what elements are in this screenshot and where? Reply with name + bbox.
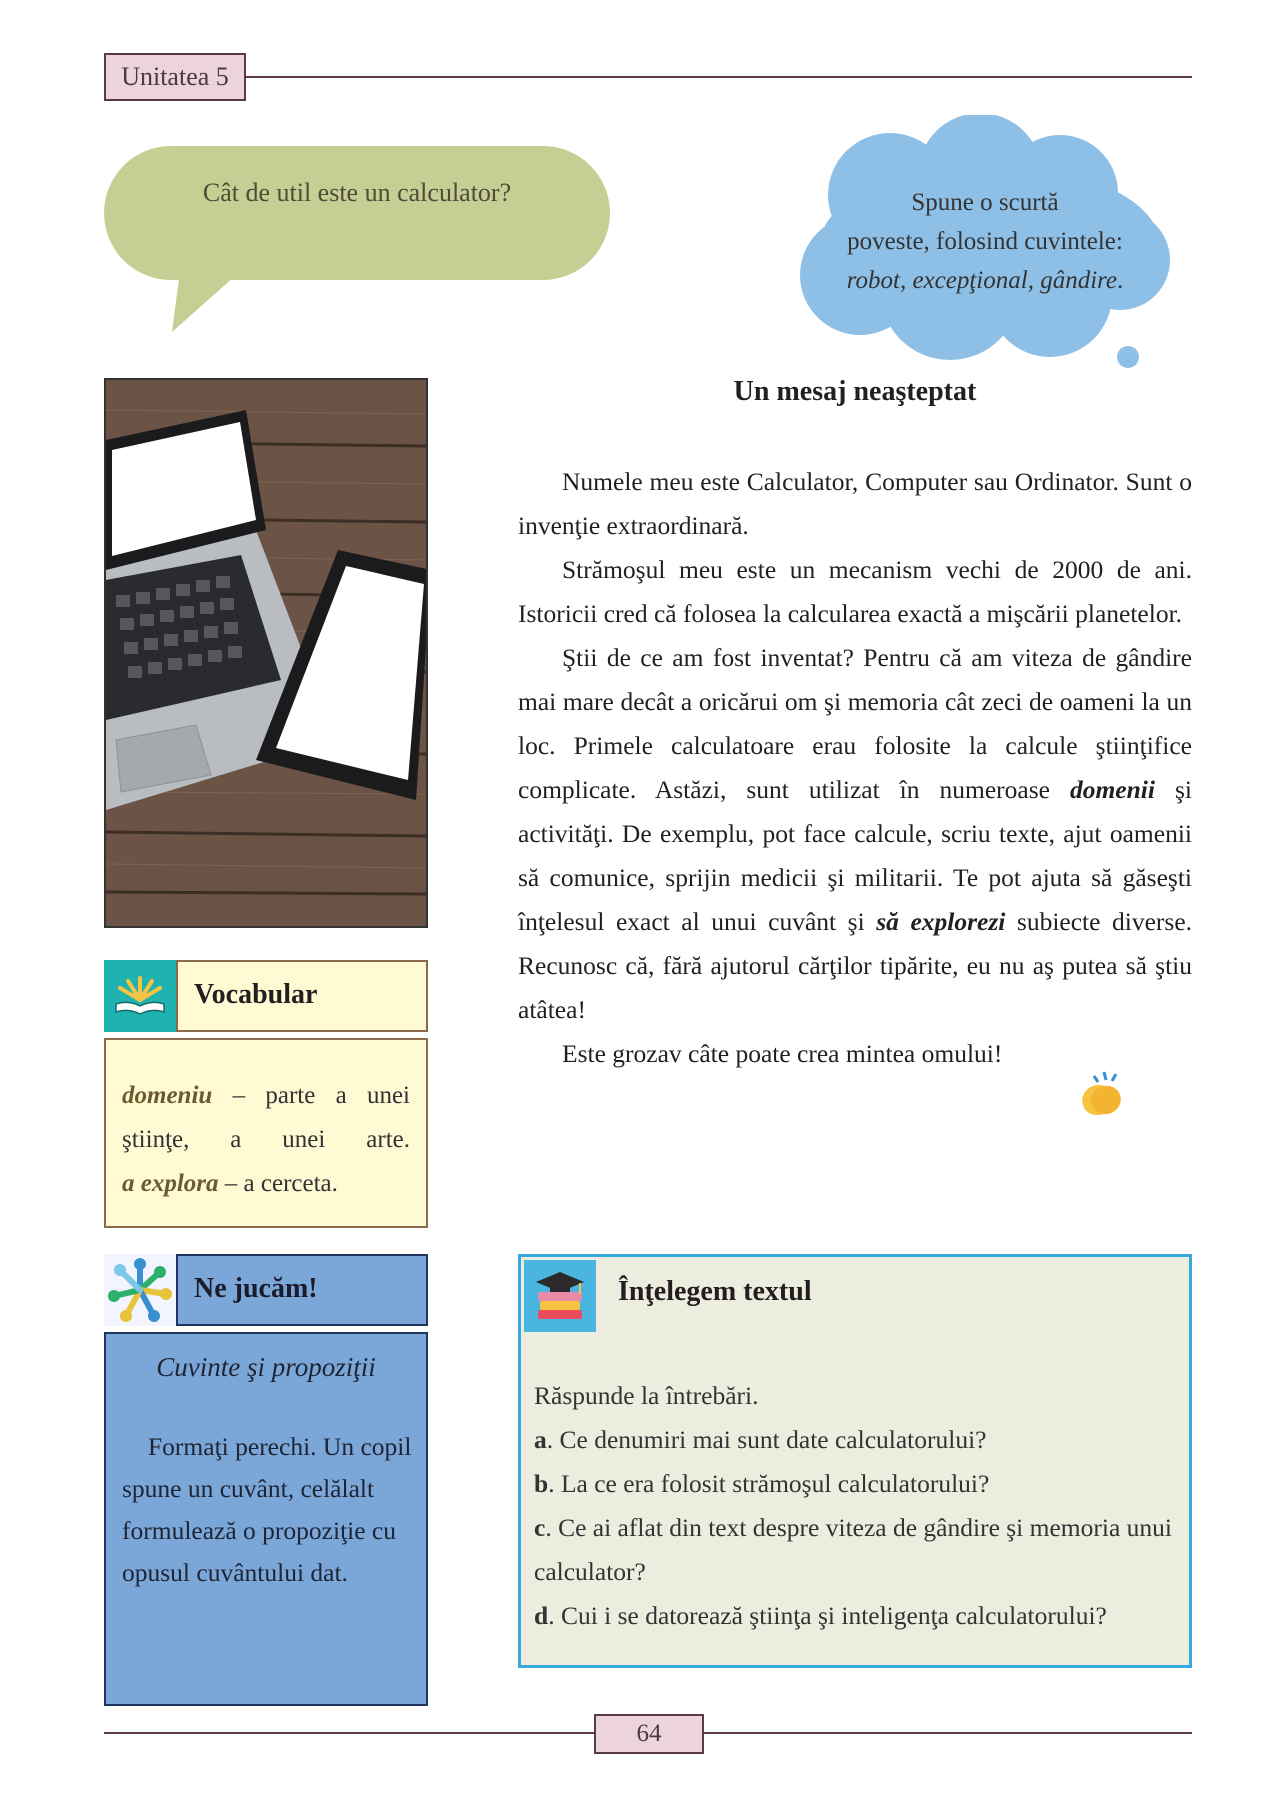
story-p3-part-b: şi activităţi. De exemplu, pot face calcule, scriu texte, ajut oamenii să comunice, sprijin medicii şi militarii. Te pot ajuta să găseşti înţelesul exact al unui cuvânt şi	[518, 775, 1192, 936]
vocab-term-1: domeniu	[122, 1082, 213, 1109]
speech-bubble-text: Cât de util este un calculator?	[202, 178, 512, 207]
story-paragraph-1: Numele meu este Calculator, Computer sau Ordinator. Sunt o invenţie extraordinară.	[518, 467, 1192, 540]
question-a-text: . Ce denumiri mai sunt date calculatorului?	[546, 1425, 987, 1454]
page-number: 64	[594, 1714, 704, 1754]
story-text	[518, 460, 1192, 1076]
question-d-text: . Cui i se datorează ştiinţa şi inteligenţa calculatorului?	[548, 1601, 1107, 1630]
story-p3-part-a: Ştii de ce am fost inventat? Pentru că am viteza de gândire mai mare decât a oricărui om şi memoria cât zeci de oameni la un loc. Primele calculatoare erau folosite la calcule ştiinţifice complicate. Astăzi, sunt utilizat în numeroase	[518, 643, 1192, 804]
cloud-line-3	[790, 261, 1180, 300]
vocab-term-2: a explora	[122, 1170, 219, 1197]
cloud-words: robot, excepţional, gândire	[846, 267, 1118, 294]
question-c-text: . Ce ai aflat din text despre viteza de gândire şi memoria unui calculator?	[534, 1513, 1172, 1586]
story-title: Un mesaj neaşteptat	[733, 376, 977, 407]
books-graduation-cap-icon	[524, 1260, 596, 1332]
vocab-entry-1	[122, 1074, 410, 1162]
vocabulary-title: Vocabular	[176, 960, 428, 1032]
question-a	[534, 1418, 1182, 1462]
term-domenii: domenii	[1069, 775, 1155, 804]
comprehension-icon-box	[524, 1260, 596, 1332]
vocabulary-body	[104, 1038, 428, 1228]
colored-hands-icon	[104, 1254, 176, 1326]
question-b-text: . La ce era folosit strămoşul calculatorului?	[548, 1469, 990, 1498]
unit-label: Unitatea 5	[104, 53, 246, 101]
laptop-tablet-photo	[104, 378, 428, 928]
story-paragraph-2: Strămoşul meu este un mecanism vechi de 2000 de ani. Istoricii cred că folosea la calcularea exactă a mişcării planetelor.	[518, 555, 1192, 628]
question-a-letter: a	[534, 1425, 547, 1454]
game-body	[104, 1332, 428, 1706]
term-sa-explorezi: să explorezi	[876, 907, 1006, 936]
question-b	[534, 1462, 1182, 1506]
speech-bubble	[104, 146, 624, 346]
question-d-letter: d	[534, 1601, 549, 1630]
thought-cloud-text	[790, 183, 1180, 300]
game-title: Ne jucăm!	[176, 1254, 428, 1326]
vocab-def-2: – a cerceta.	[218, 1170, 338, 1197]
vocab-def-1: – parte a unei ştiinţe, a unei arte.	[122, 1082, 410, 1153]
game-subtitle: Cuvinte şi propoziţii	[156, 1352, 376, 1382]
cloud-line-1: Spune o scurtă	[911, 189, 1059, 216]
cloud-end: .	[1117, 267, 1124, 294]
header-divider	[246, 76, 1192, 78]
game-instructions-text: Formaţi perechi. Un copil spune un cuvânt, celălalt formulează o propoziţie cu opusul cuvântului dat.	[122, 1432, 412, 1587]
footer-divider-right	[704, 1732, 1192, 1734]
story-p3-part-c: subiecte diverse. Recunosc că, fără ajutorul cărţilor tipărite, eu nu aş putea să ştiu atâtea!	[518, 907, 1193, 1024]
cloud-line-2: poveste, folosind cuvintele:	[847, 228, 1123, 255]
story-p4-text: Este grozav câte poate crea mintea omului!	[562, 1039, 1003, 1068]
comprehension-title: Înţelegem textul	[618, 1276, 812, 1307]
footer-divider-left	[104, 1732, 594, 1734]
question-b-letter: b	[534, 1469, 549, 1498]
game-instructions	[122, 1426, 412, 1594]
comprehension-intro: Răspunde la întrebări.	[534, 1381, 759, 1410]
comprehension-text	[534, 1374, 1182, 1638]
vocab-entry-2	[122, 1162, 410, 1206]
question-c-letter: c	[534, 1513, 546, 1542]
vocabulary-icon-box	[104, 960, 176, 1032]
story-paragraph-3	[518, 636, 1192, 1032]
open-book-icon	[104, 960, 176, 1032]
question-c	[534, 1506, 1182, 1594]
clapping-hands-icon	[1076, 1070, 1128, 1120]
game-icon-box	[104, 1254, 176, 1326]
question-d	[534, 1594, 1182, 1638]
